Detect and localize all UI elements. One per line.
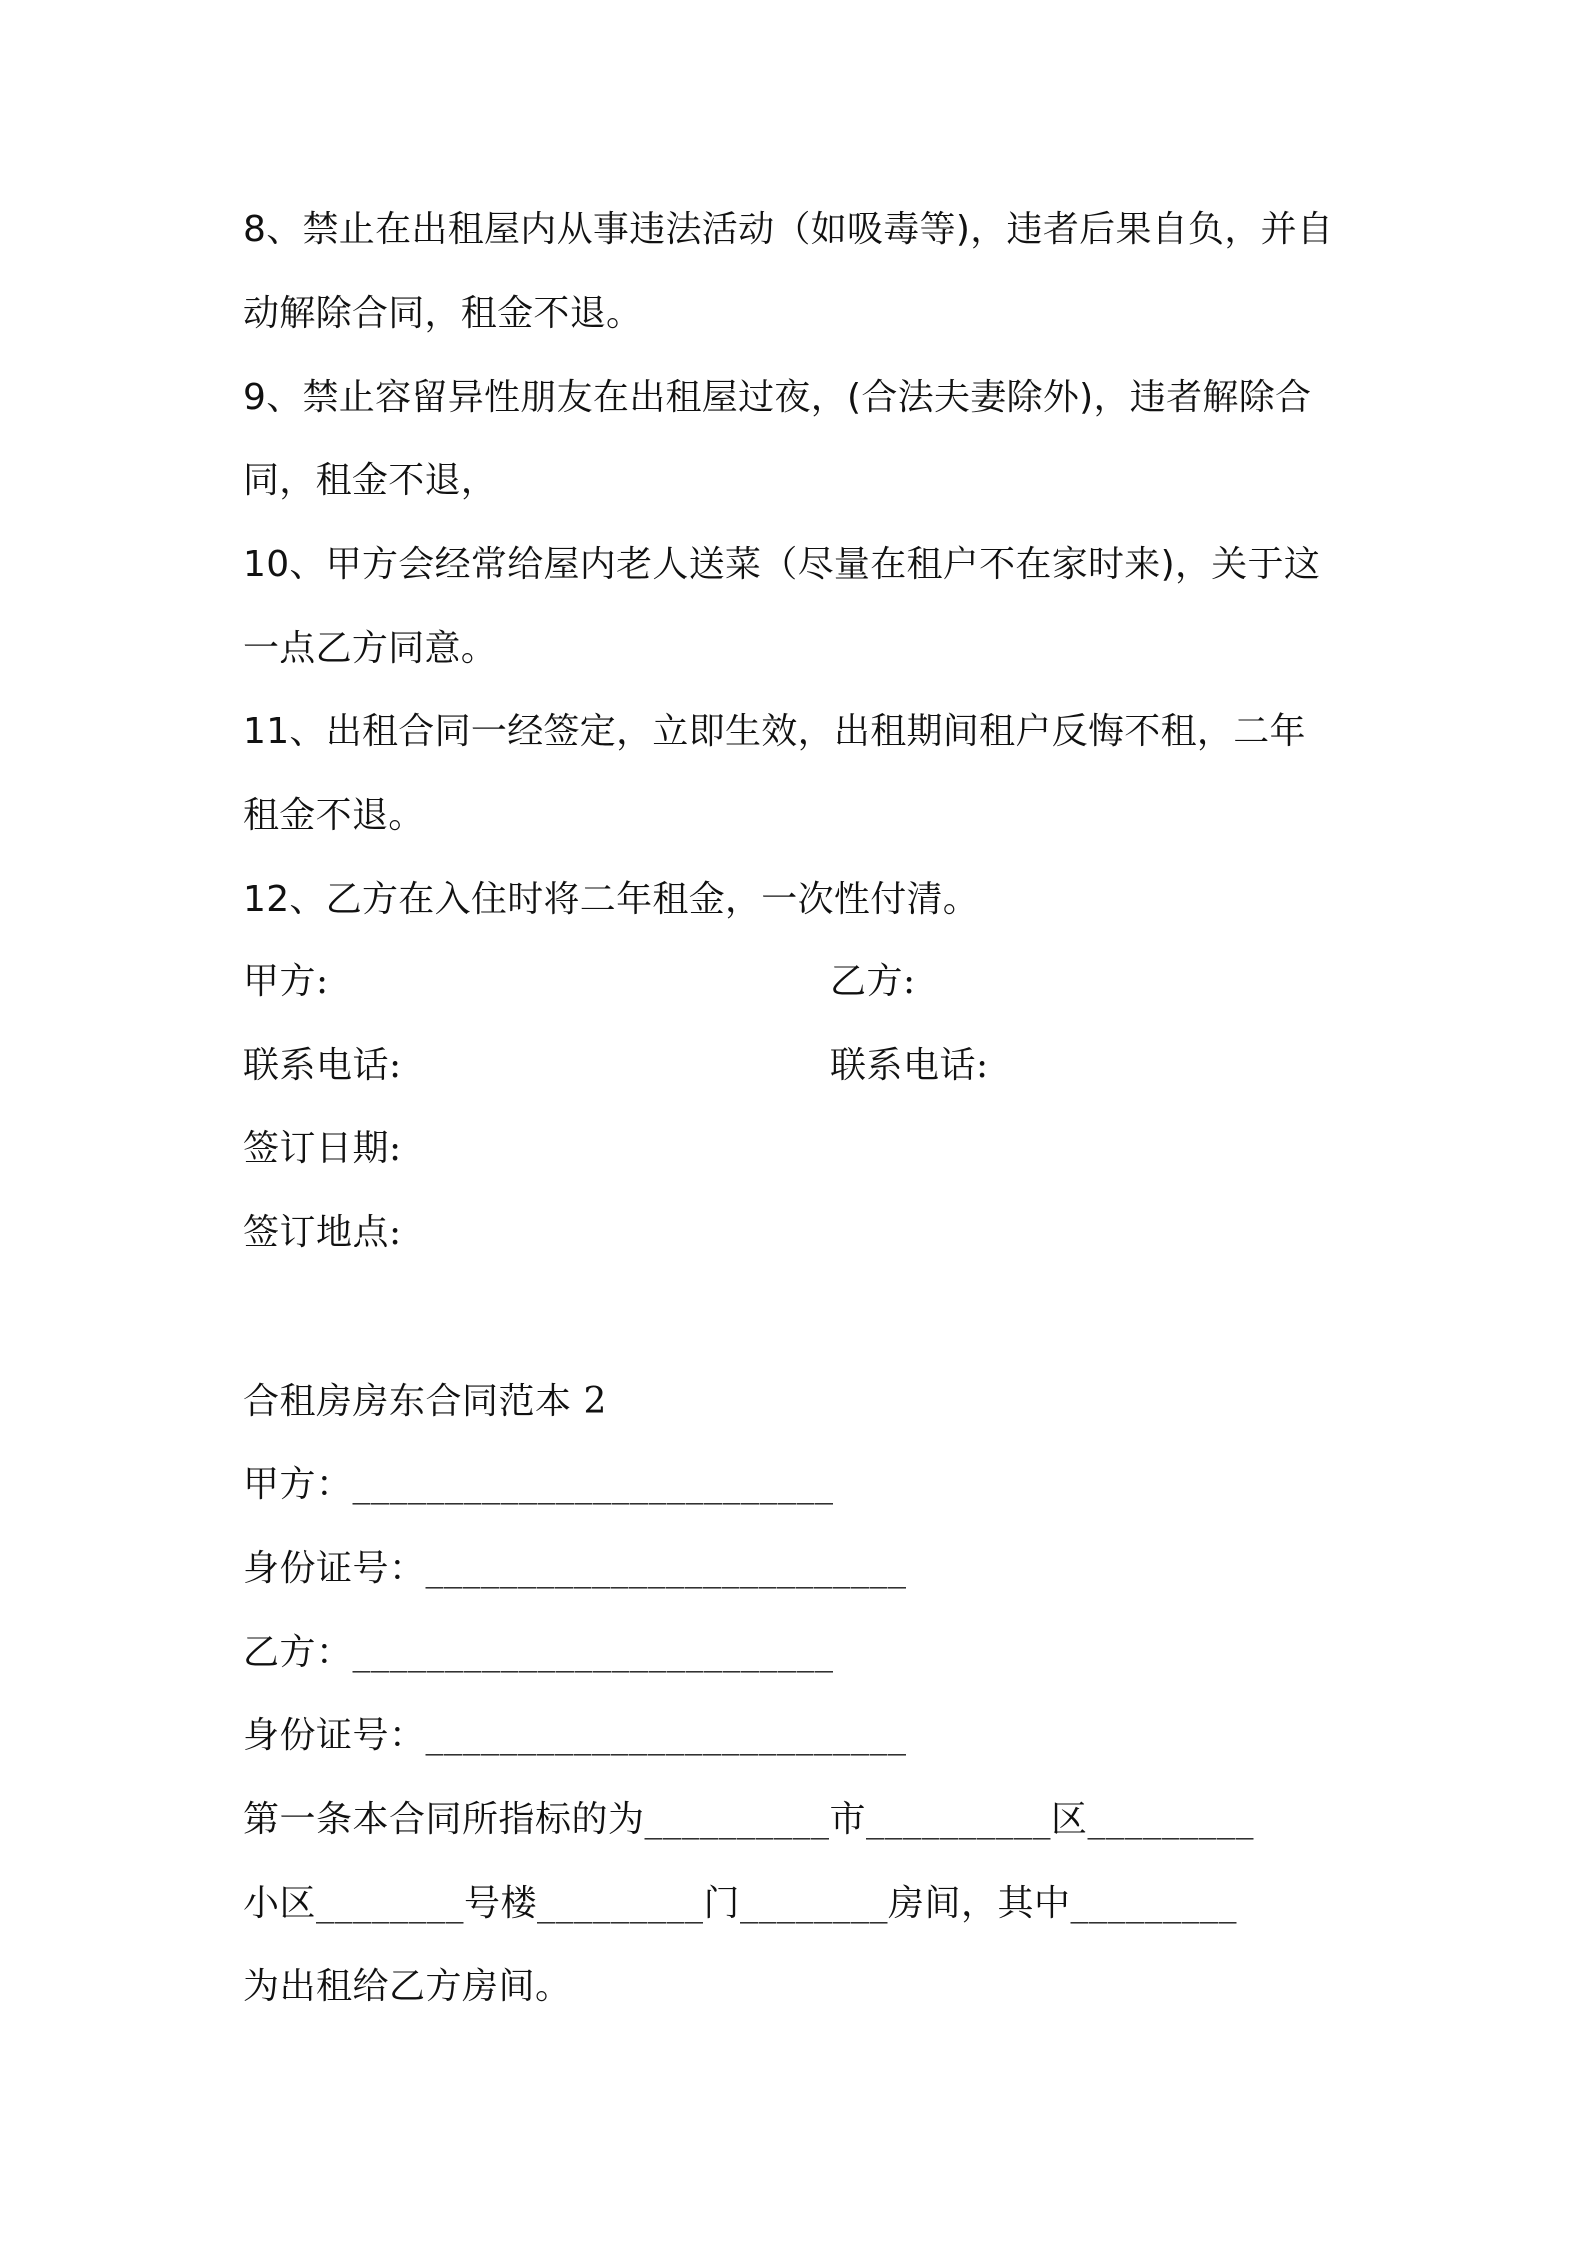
template-2-id-a: 身份证号：__________________________ — [243, 1548, 907, 1589]
template-2-id-b: 身份证号：__________________________ — [243, 1715, 907, 1756]
template-2-title: 合租房房东合同范本 2 — [243, 1381, 607, 1422]
clause-10-line-1: 10、甲方会经常给屋内老人送菜（尽量在租户不在家时来)，关于这 — [243, 544, 1321, 585]
clause-8-line-1: 8、禁止在出租屋内从事违法活动（如吸毒等)，违者后果自负，并自 — [243, 209, 1334, 250]
signature-party-b: 乙方: — [830, 961, 916, 1002]
template-2-party-a: 甲方：__________________________ — [243, 1464, 834, 1505]
template-2-article-1-line-3: 为出租给乙方房间。 — [243, 1966, 572, 2007]
clause-11-line-1: 11、出租合同一经签定，立即生效，出租期间租户反悔不租，二年 — [243, 711, 1306, 752]
template-2-article-1-line-1: 第一条本合同所指标的为__________市__________区_________ — [243, 1799, 1255, 1840]
signature-party-a: 甲方: — [243, 961, 329, 1002]
signature-phone-b: 联系电话: — [830, 1045, 989, 1086]
signature-phone-a: 联系电话: — [243, 1045, 402, 1086]
clause-10-line-2: 一点乙方同意。 — [243, 628, 498, 669]
clause-9-line-2: 同，租金不退， — [243, 460, 498, 501]
signature-place: 签订地点: — [243, 1212, 402, 1253]
clause-9-line-1: 9、禁止容留异性朋友在出租屋过夜，(合法夫妻除外)，违者解除合 — [243, 377, 1312, 418]
signature-date: 签订日期: — [243, 1128, 402, 1169]
clause-8-line-2: 动解除合同，租金不退。 — [243, 293, 643, 334]
clause-11-line-2: 租金不退。 — [243, 795, 425, 836]
template-2-party-b: 乙方：__________________________ — [243, 1632, 834, 1673]
template-2-article-1-line-2: 小区________号楼_________门________房间，其中_________ — [243, 1883, 1238, 1924]
clause-12: 12、乙方在入住时将二年租金，一次性付清。 — [243, 879, 980, 920]
